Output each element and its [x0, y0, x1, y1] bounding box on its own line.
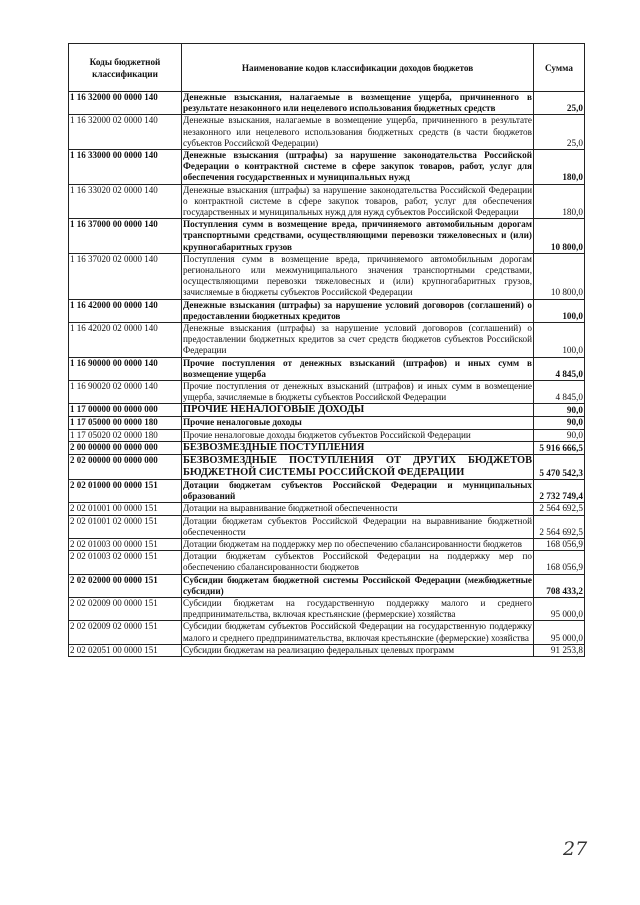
sum-cell: 100,0 [534, 299, 585, 322]
table-row [69, 479, 585, 502]
table-row [69, 644, 585, 656]
code-cell: 2 02 01003 00 0000 151 [69, 538, 182, 550]
header-name: Наименование кодов классификации доходов бюджетов [182, 44, 534, 92]
table-header-row [69, 44, 585, 92]
header-codes: Коды бюджетной классификации [69, 44, 182, 92]
sum-cell: 2 564 692,5 [534, 515, 585, 538]
code-cell: 2 02 00000 00 0000 000 [69, 454, 182, 479]
code-cell: 1 16 33020 02 0000 140 [69, 184, 182, 219]
code-cell: 2 02 01001 02 0000 151 [69, 515, 182, 538]
code-cell: 2 02 01000 00 0000 151 [69, 479, 182, 502]
name-cell: Денежные взыскания (штрафы) за нарушение условий договоров (соглашений) о предоставлении бюджетных кредитов за счет средств бюджетов субъектов Российской Федерации [183, 323, 532, 356]
table-row [69, 253, 585, 299]
code-cell: 2 02 02009 00 0000 151 [69, 597, 182, 620]
code-cell: 2 02 02000 00 0000 151 [69, 574, 182, 597]
table-row [69, 429, 585, 441]
table-row [69, 92, 585, 115]
sum-cell: 708 433,2 [534, 574, 585, 597]
sum-cell: 10 800,0 [534, 253, 585, 299]
budget-table-page [68, 43, 584, 657]
name-cell: Денежные взыскания, налагаемые в возмещение ущерба, причиненного в результате незаконного или нецелевого использования бюджетных средств [183, 92, 532, 114]
code-cell: 1 16 42000 00 0000 140 [69, 299, 182, 322]
sum-cell: 90,0 [534, 429, 585, 441]
code-cell: 1 16 37020 02 0000 140 [69, 253, 182, 299]
name-cell: Дотации бюджетам субъектов Российской Федерации на выравнивание бюджетной обеспеченности [183, 515, 532, 537]
name-cell: Дотации бюджетам субъектов Российской Федерации на поддержку мер по обеспечению сбалансированности бюджетов [183, 551, 532, 573]
sum-cell: 90,0 [534, 404, 585, 417]
name-cell: Субсидии бюджетам на государственную поддержку малого и среднего предпринимательства, включая крестьянские (фермерские) хозяйства [183, 597, 532, 620]
sum-cell: 90,0 [534, 417, 585, 429]
code-cell: 1 16 90020 02 0000 140 [69, 381, 182, 404]
name-cell: Денежные взыскания, налагаемые в возмещение ущерба, причиненного в результате незаконного или нецелевого использования бюджетных средств (в части бюджетов субъектов Российской Федерации) [183, 115, 532, 148]
name-cell: Субсидии бюджетам на реализацию федеральных целевых программ [182, 644, 534, 656]
handwritten-page-number: 27 [563, 838, 588, 860]
code-cell: 1 16 32000 00 0000 140 [69, 92, 182, 115]
name-cell: Прочие поступления от денежных взысканий (штрафов) и иных сумм в возмещение ущерба [183, 357, 532, 379]
table-row [69, 381, 585, 404]
sum-cell: 4 845,0 [534, 381, 585, 404]
table-row [69, 323, 585, 358]
name-cell: БЕЗВОЗМЕЗДНЫЕ ПОСТУПЛЕНИЯ [182, 441, 534, 454]
table-row [69, 515, 585, 538]
sum-cell: 168 056,9 [534, 538, 585, 550]
table-row [69, 538, 585, 550]
sum-cell: 25,0 [534, 92, 585, 115]
name-cell: ПРОЧИЕ НЕНАЛОГОВЫЕ ДОХОДЫ [182, 404, 534, 417]
sum-cell: 91 253,8 [534, 644, 585, 656]
code-cell: 1 17 05020 02 0000 180 [69, 429, 182, 441]
sum-cell: 5 916 666,5 [534, 441, 585, 454]
revenue-classification-table [68, 43, 585, 657]
sum-cell: 95 000,0 [534, 621, 585, 644]
sum-cell: 180,0 [534, 184, 585, 219]
name-cell: Прочие неналоговые доходы бюджетов субъектов Российской Федерации [182, 429, 534, 441]
code-cell: 1 17 05000 00 0000 180 [69, 417, 182, 429]
sum-cell: 168 056,9 [534, 551, 585, 574]
name-cell: БЕЗВОЗМЕЗДНЫЕ ПОСТУПЛЕНИЯ ОТ ДРУГИХ БЮДЖЕТОВ БЮДЖЕТНОЙ СИСТЕМЫ РОССИЙСКОЙ ФЕДЕРАЦИИ [183, 454, 532, 478]
sum-cell: 5 470 542,3 [534, 454, 585, 479]
table-row [69, 357, 585, 380]
table-row [69, 150, 585, 185]
code-cell: 1 16 32000 02 0000 140 [69, 115, 182, 150]
table-row [69, 621, 585, 644]
table-row [69, 299, 585, 322]
table-row [69, 184, 585, 219]
header-sum: Сумма [534, 44, 585, 92]
sum-cell: 25,0 [534, 115, 585, 150]
table-row [69, 404, 585, 417]
code-cell: 2 02 02009 02 0000 151 [69, 621, 182, 644]
table-row [69, 115, 585, 150]
name-cell: Дотации бюджетам на поддержку мер по обеспечению сбалансированности бюджетов [182, 538, 534, 550]
sum-cell: 2 732 749,4 [534, 479, 585, 502]
code-cell: 1 16 90000 00 0000 140 [69, 357, 182, 380]
table-row [69, 454, 585, 479]
table-body [69, 92, 585, 657]
sum-cell: 100,0 [534, 323, 585, 358]
name-cell: Субсидии бюджетам субъектов Российской Федерации на государственную поддержку малого и среднего предпринимательства, включая крестьянские (фермерские) хозяйства [183, 621, 532, 643]
table-row [69, 417, 585, 429]
table-row [69, 597, 585, 620]
sum-cell: 180,0 [534, 150, 585, 185]
code-cell: 2 00 00000 00 0000 000 [69, 441, 182, 454]
table-row [69, 551, 585, 574]
sum-cell: 2 564 692,5 [534, 503, 585, 515]
table-row [69, 574, 585, 597]
name-cell: Денежные взыскания (штрафы) за нарушение условий договоров (соглашений) о предоставлении бюджетных кредитов [183, 299, 532, 321]
code-cell: 1 17 00000 00 0000 000 [69, 404, 182, 417]
code-cell: 2 02 01003 02 0000 151 [69, 551, 182, 574]
sum-cell: 4 845,0 [534, 357, 585, 380]
sum-cell: 95 000,0 [534, 597, 585, 620]
name-cell: Прочие поступления от денежных взысканий (штрафов) и иных сумм в возмещение ущерба, зачисляемые в бюджеты субъектов Российской Федерации [183, 381, 532, 403]
name-cell: Дотации на выравнивание бюджетной обеспеченности [182, 503, 534, 515]
code-cell: 1 16 33000 00 0000 140 [69, 150, 182, 185]
name-cell: Денежные взыскания (штрафы) за нарушение законодательства Российской Федерации о контрактной системе в сфере закупок товаров, работ, услуг для обеспечения государственных и муниципальных нужд для нужд субъектов Российской Федерации [183, 184, 532, 218]
code-cell: 1 16 42020 02 0000 140 [69, 323, 182, 358]
name-cell: Денежные взыскания (штрафы) за нарушение законодательства Российской Федерации о контрактной системе в сфере закупок товаров, работ, услуг для обеспечения государственных и муниципальных нужд [183, 150, 532, 183]
code-cell: 2 02 02051 00 0000 151 [69, 644, 182, 656]
code-cell: 1 16 37000 00 0000 140 [69, 219, 182, 254]
table-row [69, 503, 585, 515]
name-cell: Поступления сумм в возмещение вреда, причиняемого автомобильным дорогам транспортными средствами, осуществляющими перевозки тяжеловесных и (или) крупногабаритных грузов [183, 219, 532, 252]
name-cell: Поступления сумм в возмещение вреда, причиняемого автомобильным дорогам регионального или межмуниципального значения транспортными средствами, осуществляющими перевозки тяжеловесных и (или) крупногабаритных грузов, зачисляемые в бюджеты субъектов Российской Федерации [183, 253, 532, 298]
code-cell: 2 02 01001 00 0000 151 [69, 503, 182, 515]
table-row [69, 219, 585, 254]
table-row [69, 441, 585, 454]
name-cell: Прочие неналоговые доходы [182, 417, 534, 429]
name-cell: Дотации бюджетам субъектов Российской Федерации и муниципальных образований [183, 479, 532, 502]
sum-cell: 10 800,0 [534, 219, 585, 254]
name-cell: Субсидии бюджетам бюджетной системы Российской Федерации (межбюджетные субсидии) [183, 574, 532, 596]
